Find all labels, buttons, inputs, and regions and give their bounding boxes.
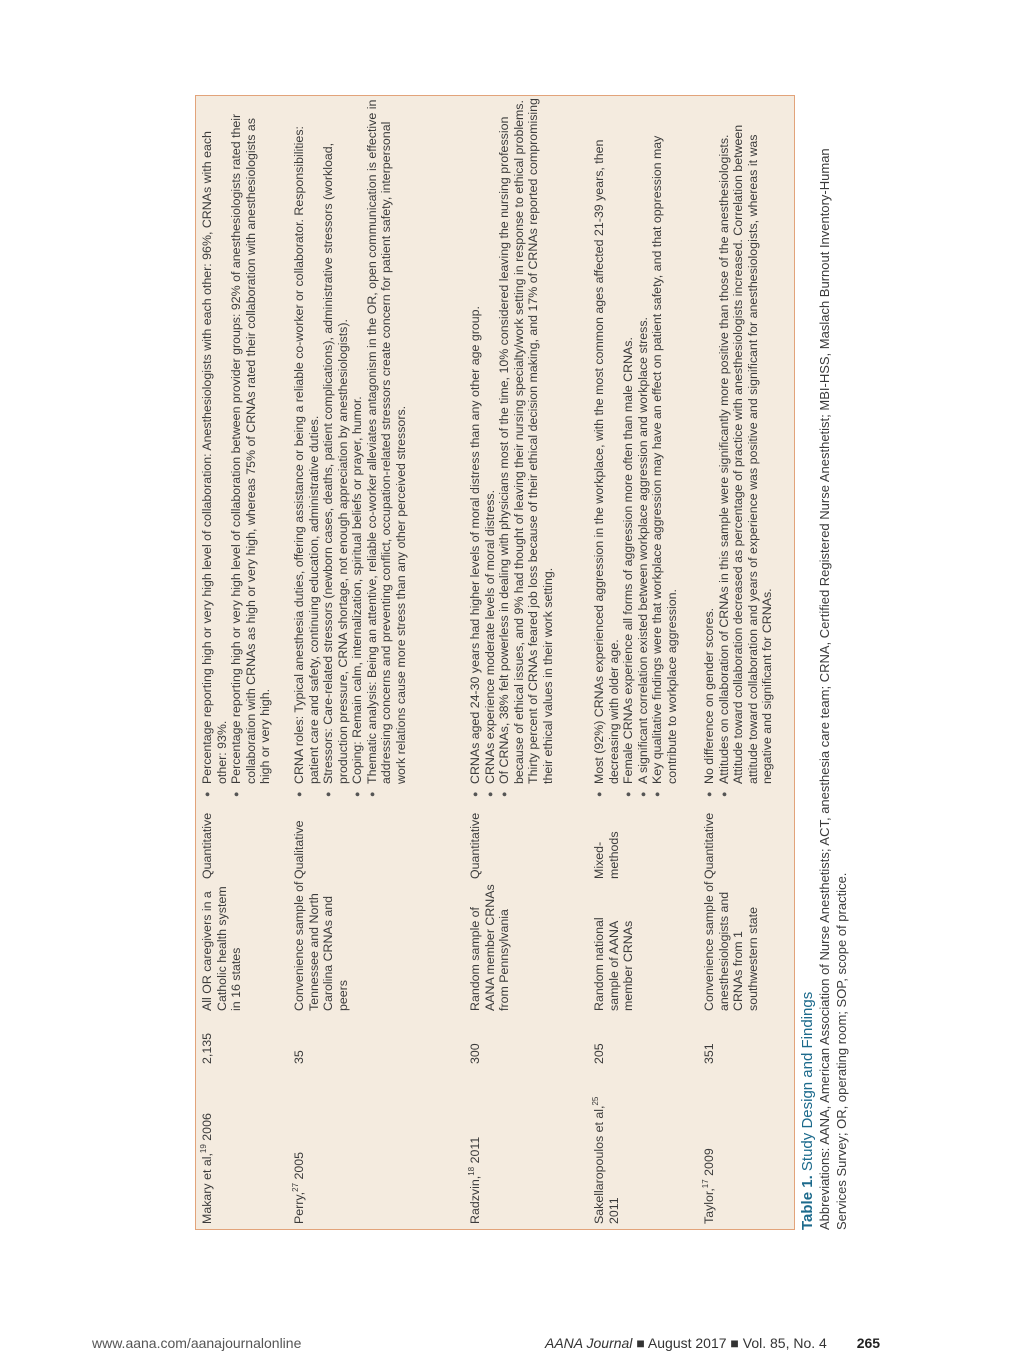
finding-item: ● CRNAs aged 24-30 years had higher levels of moral distress than any other age group. <box>468 97 483 797</box>
volume-info: Vol. 85, No. 4 <box>742 1335 827 1351</box>
study-table <box>195 95 795 1230</box>
findings-cell <box>200 97 273 797</box>
findings-cell <box>592 97 679 797</box>
rotated-page-content <box>195 0 895 1230</box>
finding-item: ● Most (92%) CRNAs experienced aggression in the workplace, with the most common ages affected 21-39 years, then decreasing with older age. <box>592 97 621 797</box>
sample-cell: Random national sample of AANA member CRNAs <box>592 917 635 1011</box>
separator-icon: ■ <box>730 1335 739 1351</box>
study-cell: Sakellaropoulos et al,$^{25}$ 2011 <box>590 1096 621 1224</box>
sample-cell: All OR caregivers in a Catholic health system in 16 states <box>200 886 243 1011</box>
design-cell: Mixed-methods <box>592 831 621 879</box>
table-label: Table 1. <box>799 1175 816 1230</box>
table-title: Study Design and Findings <box>799 991 816 1172</box>
finding-item: ● Percentage reporting high or very high level of collaboration between provider groups: 92% of anesthesiologists rated their collaboration with CRNAs as high or very high, whereas 75% of CRNAs rated their collaboration with anesthesiologists as high or very high. <box>229 97 273 797</box>
study-cell: Taylor,$^{17}$ 2009 <box>700 1148 716 1224</box>
findings-cell <box>468 97 555 797</box>
page-number: 265 <box>856 1335 881 1351</box>
findings-cell <box>292 97 408 797</box>
finding-item: ● Key qualitative findings were that workplace aggression may have an effect on patient safety, and that oppression may contribute to workplace aggression. <box>650 97 679 797</box>
sample-cell: Random sample of AANA member CRNAs from Pennsylvania <box>468 884 511 1011</box>
finding-item: ● Of CRNAs, 38% felt powerless in dealing with physicians most of the time, 10% considered leaving the nursing profession because of ethical issues, and 9% had thought of leaving their nursing specialty/work setting in response to ethical problems. Thirty percent of CRNAs feared job loss because of their ethical decision making, and 17% of CRNAs reported compromising their ethical values in their work setting. <box>497 97 555 797</box>
n-cell: 351 <box>702 1043 716 1064</box>
n-cell: 205 <box>592 1043 606 1064</box>
design-cell: Quantitative <box>702 812 716 879</box>
finding-item: ● A significant correlation existed between workplace aggression and workplace stress. <box>636 97 651 797</box>
separator-icon: ■ <box>636 1335 645 1351</box>
findings-cell <box>702 97 775 797</box>
finding-item: ● No difference on gender scores. <box>702 97 717 797</box>
study-cell: Radzvin,$^{18}$ 2011 <box>466 1136 482 1224</box>
n-cell: 2,135 <box>200 1032 214 1064</box>
design-cell: Quantitative <box>468 812 482 879</box>
journal-info <box>545 1335 880 1351</box>
design-cell: Qualitative <box>292 820 306 879</box>
finding-item: ● CRNA roles: Typical anesthesia duties, offering assistance or being a reliable co-worker or collaborator. Responsibilities: patient care and safety, continuing education, administrative duties. <box>292 97 321 797</box>
n-cell: 35 <box>292 1050 306 1064</box>
design-cell: Quantitative <box>200 812 214 879</box>
study-cell: Perry,$^{27}$ 2005 <box>290 1151 306 1224</box>
finding-item: ● Percentage reporting high or very high level of collaboration: Anesthesiologists with each other: 96%, CRNAs with each other: 93%. <box>200 97 229 797</box>
finding-item: ● CRNAs experience moderate levels of moral distress. <box>483 97 498 797</box>
finding-item: ● Female CRNAs experience all forms of aggression more often than male CRNAs. <box>621 97 636 797</box>
n-cell: 300 <box>468 1043 482 1064</box>
table-caption <box>799 95 850 1230</box>
sample-cell: Convenience sample of anesthesiologists and CRNAs from 1 southwestern state <box>702 881 760 1011</box>
finding-item: ● Attitudes on collaboration of CRNAs in this sample were significantly more positive than those of the anesthesiologists. Attitude toward collaboration decreased as percentage of practice with anesthesiologists increased. Correlation between attitude toward collaboration and years of experience was positive and significant for anesthesiologists, whereas it was negative and significant for CRNAs. <box>717 97 775 797</box>
sample-cell: Convenience sample of Tennessee and North Carolina CRNAs and peers <box>292 881 350 1011</box>
abbreviations: Abbreviations: AANA, American Association of Nurse Anesthetists; ACT, anesthesia care team; CRNA, Certified Registered Nurse Anesthetist; MBI-HSS, Maslach Burnout Inventory-Human Services Survey; OR, operating room; SOP, scope of practice. <box>817 148 849 1230</box>
study-cell: Makary et al,$^{19}$ 2006 <box>198 1113 214 1224</box>
finding-item: ● Stressors: Care-related stressors (newborn cases, deaths, patient complications), administrative stressors (workload, production pressure, CRNA shortage, not enough appreciation by anesthesiologists). <box>321 97 350 797</box>
finding-item: ● Thematic analysis: Being an attentive, reliable co-worker alleviates antagonism in the OR, open communication is effective in addressing concerns and preventing conflict, occupation-related stressors create concern for patient safety, interpersonal work relations cause more stress than any other perceived stressors. <box>365 97 409 797</box>
journal-url: www.aana.com/aanajournalonline <box>92 1335 302 1351</box>
journal-name: AANA Journal <box>545 1335 633 1351</box>
finding-item: ● Coping: Remain calm, internalization, spiritual beliefs or prayer, humor. <box>350 97 365 797</box>
issue-date: August 2017 <box>647 1335 727 1351</box>
